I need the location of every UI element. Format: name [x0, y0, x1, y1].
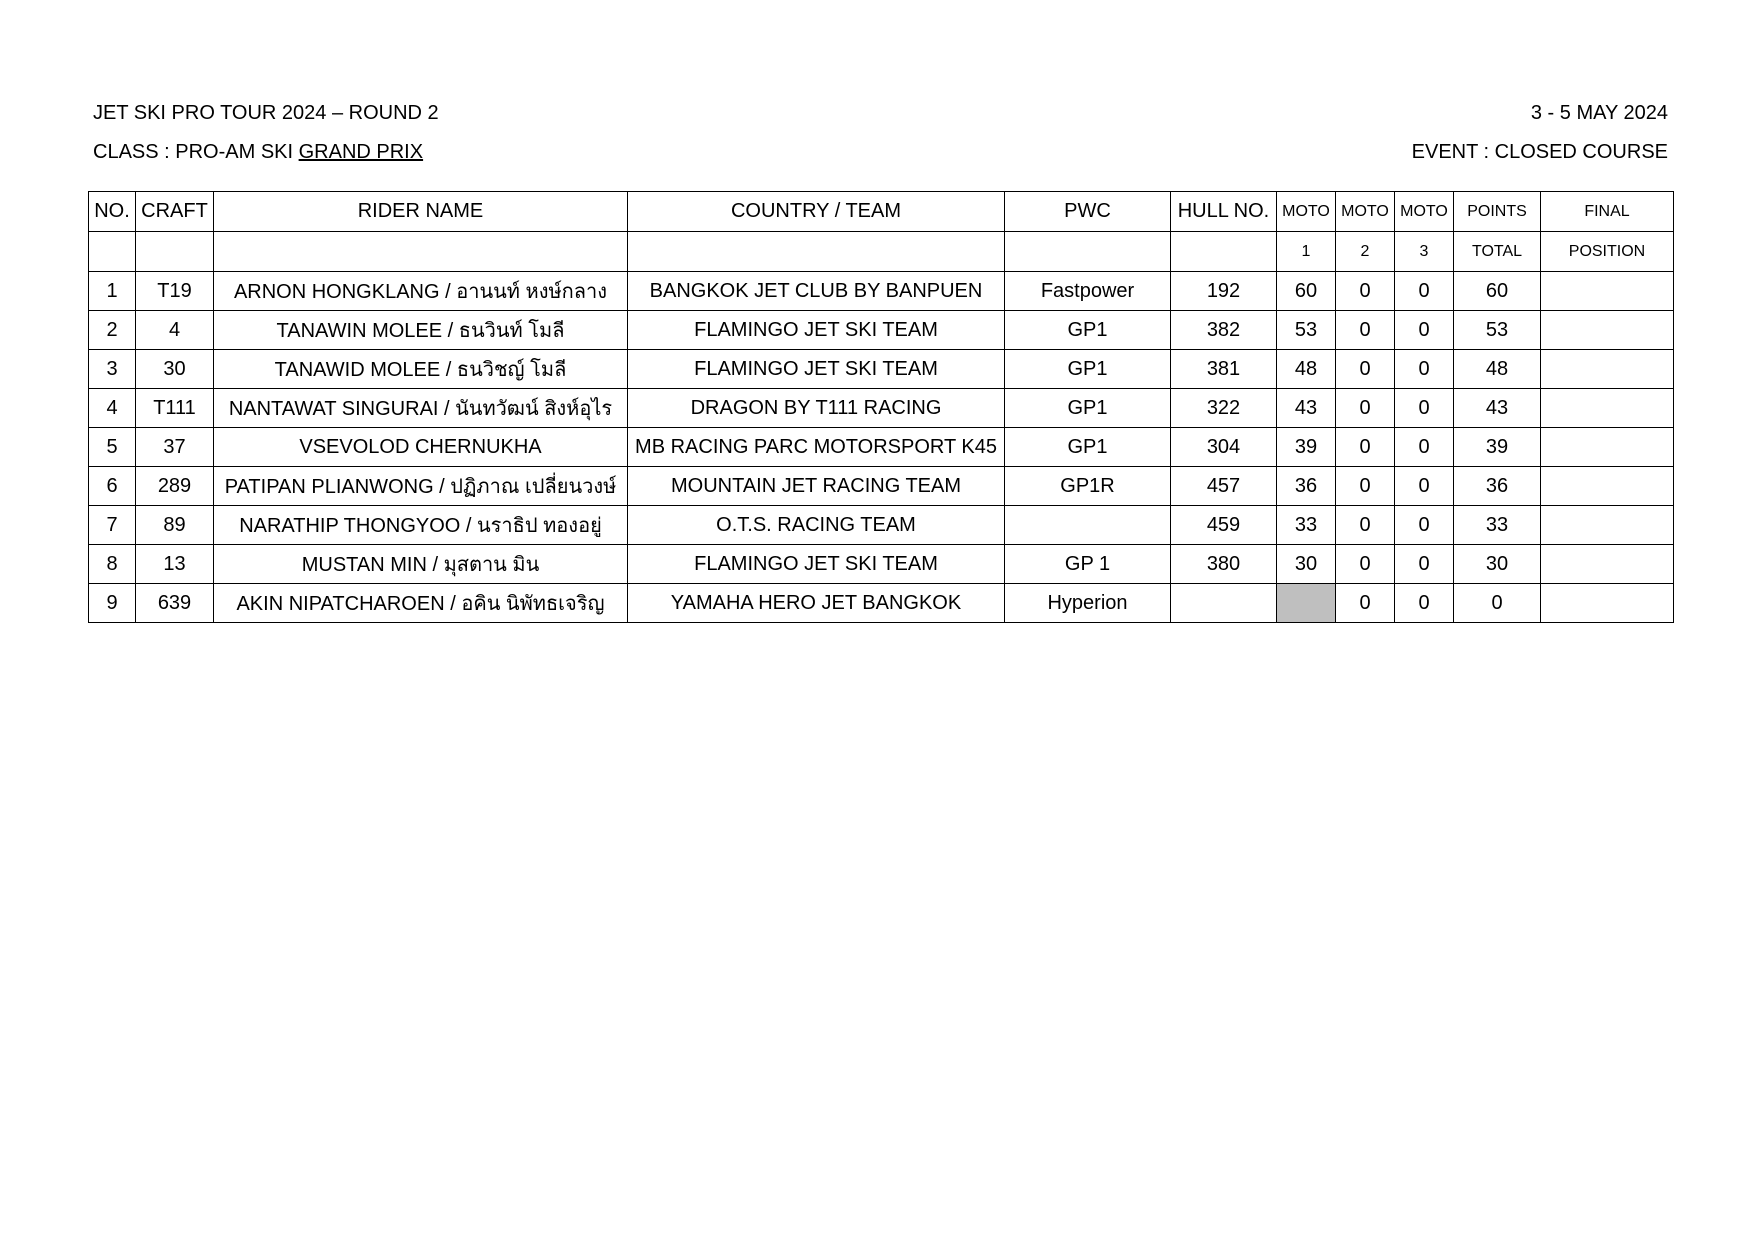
cell-total: 36 — [1454, 467, 1541, 506]
cell-hull: 322 — [1171, 389, 1277, 428]
cell-rider: PATIPAN PLIANWONG / ปฏิภาณ เปลี่ยนวงษ์ — [214, 467, 628, 506]
col-no-cont — [89, 232, 136, 272]
cell-final — [1541, 428, 1674, 467]
cell-pwc: Hyperion — [1005, 584, 1171, 623]
cell-team: FLAMINGO JET SKI TEAM — [628, 311, 1005, 350]
col-final-top: FINAL — [1541, 192, 1674, 232]
cell-moto3: 0 — [1395, 584, 1454, 623]
cell-moto2: 0 — [1336, 389, 1395, 428]
cell-hull: 382 — [1171, 311, 1277, 350]
col-rider-name-cont — [214, 232, 628, 272]
cell-rider: MUSTAN MIN / มุสตาน มิน — [214, 545, 628, 584]
cell-no: 4 — [89, 389, 136, 428]
cell-moto2: 0 — [1336, 272, 1395, 311]
cell-moto2: 0 — [1336, 350, 1395, 389]
cell-team: MB RACING PARC MOTORSPORT K45 — [628, 428, 1005, 467]
col-hull-no: HULL NO. — [1171, 192, 1277, 232]
class-prefix: CLASS : PRO-AM SKI — [93, 141, 299, 163]
cell-craft: 639 — [136, 584, 214, 623]
cell-craft: 30 — [136, 350, 214, 389]
cell-moto2: 0 — [1336, 467, 1395, 506]
cell-total: 43 — [1454, 389, 1541, 428]
cell-no: 1 — [89, 272, 136, 311]
cell-rider: ARNON HONGKLANG / อานนท์ หงษ์กลาง — [214, 272, 628, 311]
col-no: NO. — [89, 192, 136, 232]
cell-hull: 380 — [1171, 545, 1277, 584]
cell-no: 3 — [89, 350, 136, 389]
table-row — [89, 272, 1674, 311]
col-moto2-top: MOTO — [1336, 192, 1395, 232]
cell-rider: TANAWID MOLEE / ธนวิชญ์ โมลี — [214, 350, 628, 389]
cell-team: FLAMINGO JET SKI TEAM — [628, 545, 1005, 584]
cell-hull: 192 — [1171, 272, 1277, 311]
cell-moto2: 0 — [1336, 311, 1395, 350]
cell-final — [1541, 545, 1674, 584]
cell-team: BANGKOK JET CLUB BY BANPUEN — [628, 272, 1005, 311]
cell-moto3: 0 — [1395, 350, 1454, 389]
cell-moto3: 0 — [1395, 428, 1454, 467]
table-row — [89, 311, 1674, 350]
cell-moto1: 48 — [1277, 350, 1336, 389]
cell-total: 30 — [1454, 545, 1541, 584]
cell-rider: TANAWIN MOLEE / ธนวินท์ โมลี — [214, 311, 628, 350]
cell-no: 2 — [89, 311, 136, 350]
cell-moto1: 43 — [1277, 389, 1336, 428]
cell-pwc — [1005, 506, 1171, 545]
table-row — [89, 467, 1674, 506]
col-points-top: POINTS — [1454, 192, 1541, 232]
cell-craft: 4 — [136, 311, 214, 350]
cell-moto2: 0 — [1336, 584, 1395, 623]
cell-moto1: 30 — [1277, 545, 1336, 584]
cell-team: O.T.S. RACING TEAM — [628, 506, 1005, 545]
cell-moto1: 60 — [1277, 272, 1336, 311]
cell-moto1: 39 — [1277, 428, 1336, 467]
cell-total: 48 — [1454, 350, 1541, 389]
cell-hull — [1171, 584, 1277, 623]
cell-craft: T111 — [136, 389, 214, 428]
class-label — [93, 140, 423, 164]
event-date: 3 - 5 MAY 2024 — [1530, 102, 1668, 124]
cell-final — [1541, 311, 1674, 350]
cell-pwc: GP1 — [1005, 311, 1171, 350]
event-type: EVENT : CLOSED COURSE — [1411, 141, 1668, 163]
cell-final — [1541, 272, 1674, 311]
cell-rider: NANTAWAT SINGURAI / นันทวัฒน์ สิงห์อุไร — [214, 389, 628, 428]
cell-moto2: 0 — [1336, 428, 1395, 467]
col-country-team: COUNTRY / TEAM — [628, 192, 1005, 232]
cell-pwc: GP1 — [1005, 350, 1171, 389]
col-craft-cont — [136, 232, 214, 272]
cell-total: 53 — [1454, 311, 1541, 350]
results-table — [88, 191, 1674, 623]
col-country-team-cont — [628, 232, 1005, 272]
col-craft: CRAFT — [136, 192, 214, 232]
cell-no: 6 — [89, 467, 136, 506]
event-title: JET SKI PRO TOUR 2024 – ROUND 2 — [93, 102, 439, 124]
cell-final — [1541, 467, 1674, 506]
cell-no: 8 — [89, 545, 136, 584]
cell-pwc: Fastpower — [1005, 272, 1171, 311]
cell-final — [1541, 350, 1674, 389]
col-moto3-top: MOTO — [1395, 192, 1454, 232]
cell-team: FLAMINGO JET SKI TEAM — [628, 350, 1005, 389]
cell-hull: 381 — [1171, 350, 1277, 389]
header-row-bottom — [89, 232, 1674, 272]
col-moto3-bottom: 3 — [1395, 232, 1454, 272]
table-row — [89, 428, 1674, 467]
cell-total: 39 — [1454, 428, 1541, 467]
cell-total: 60 — [1454, 272, 1541, 311]
cell-team: MOUNTAIN JET RACING TEAM — [628, 467, 1005, 506]
cell-craft: 37 — [136, 428, 214, 467]
cell-moto2: 0 — [1336, 545, 1395, 584]
cell-moto1: 36 — [1277, 467, 1336, 506]
cell-craft: 13 — [136, 545, 214, 584]
cell-moto2: 0 — [1336, 506, 1395, 545]
cell-team: DRAGON BY T111 RACING — [628, 389, 1005, 428]
cell-hull: 304 — [1171, 428, 1277, 467]
cell-moto3: 0 — [1395, 506, 1454, 545]
cell-final — [1541, 584, 1674, 623]
cell-no: 5 — [89, 428, 136, 467]
cell-moto3: 0 — [1395, 467, 1454, 506]
cell-moto3: 0 — [1395, 545, 1454, 584]
col-rider-name: RIDER NAME — [214, 192, 628, 232]
col-moto1-top: MOTO — [1277, 192, 1336, 232]
cell-hull: 457 — [1171, 467, 1277, 506]
cell-team: YAMAHA HERO JET BANGKOK — [628, 584, 1005, 623]
cell-moto3: 0 — [1395, 272, 1454, 311]
cell-final — [1541, 389, 1674, 428]
cell-moto1: 53 — [1277, 311, 1336, 350]
table-row — [89, 389, 1674, 428]
col-moto2-bottom: 2 — [1336, 232, 1395, 272]
table-row — [89, 350, 1674, 389]
cell-moto3: 0 — [1395, 311, 1454, 350]
header-row-top — [89, 192, 1674, 232]
class-name-underlined: GRAND PRIX — [298, 141, 424, 163]
cell-final — [1541, 506, 1674, 545]
cell-no: 7 — [89, 506, 136, 545]
cell-rider: NARATHIP THONGYOO / นราธิป ทองอยู่ — [214, 506, 628, 545]
cell-hull: 459 — [1171, 506, 1277, 545]
col-hull-no-cont — [1171, 232, 1277, 272]
cell-moto1 — [1277, 584, 1336, 623]
col-pwc-cont — [1005, 232, 1171, 272]
cell-craft: 289 — [136, 467, 214, 506]
cell-no: 9 — [89, 584, 136, 623]
cell-pwc: GP 1 — [1005, 545, 1171, 584]
cell-moto1: 33 — [1277, 506, 1336, 545]
table-row — [89, 506, 1674, 545]
col-pwc: PWC — [1005, 192, 1171, 232]
cell-rider: VSEVOLOD CHERNUKHA — [214, 428, 628, 467]
cell-craft: T19 — [136, 272, 214, 311]
table-row — [89, 584, 1674, 623]
cell-pwc: GP1 — [1005, 428, 1171, 467]
cell-total: 33 — [1454, 506, 1541, 545]
table-row — [89, 545, 1674, 584]
col-final-bottom: POSITION — [1541, 232, 1674, 272]
cell-rider: AKIN NIPATCHAROEN / อคิน นิพัทธเจริญ — [214, 584, 628, 623]
col-points-bottom: TOTAL — [1454, 232, 1541, 272]
cell-moto3: 0 — [1395, 389, 1454, 428]
cell-total: 0 — [1454, 584, 1541, 623]
cell-pwc: GP1 — [1005, 389, 1171, 428]
cell-pwc: GP1R — [1005, 467, 1171, 506]
col-moto1-bottom: 1 — [1277, 232, 1336, 272]
cell-craft: 89 — [136, 506, 214, 545]
